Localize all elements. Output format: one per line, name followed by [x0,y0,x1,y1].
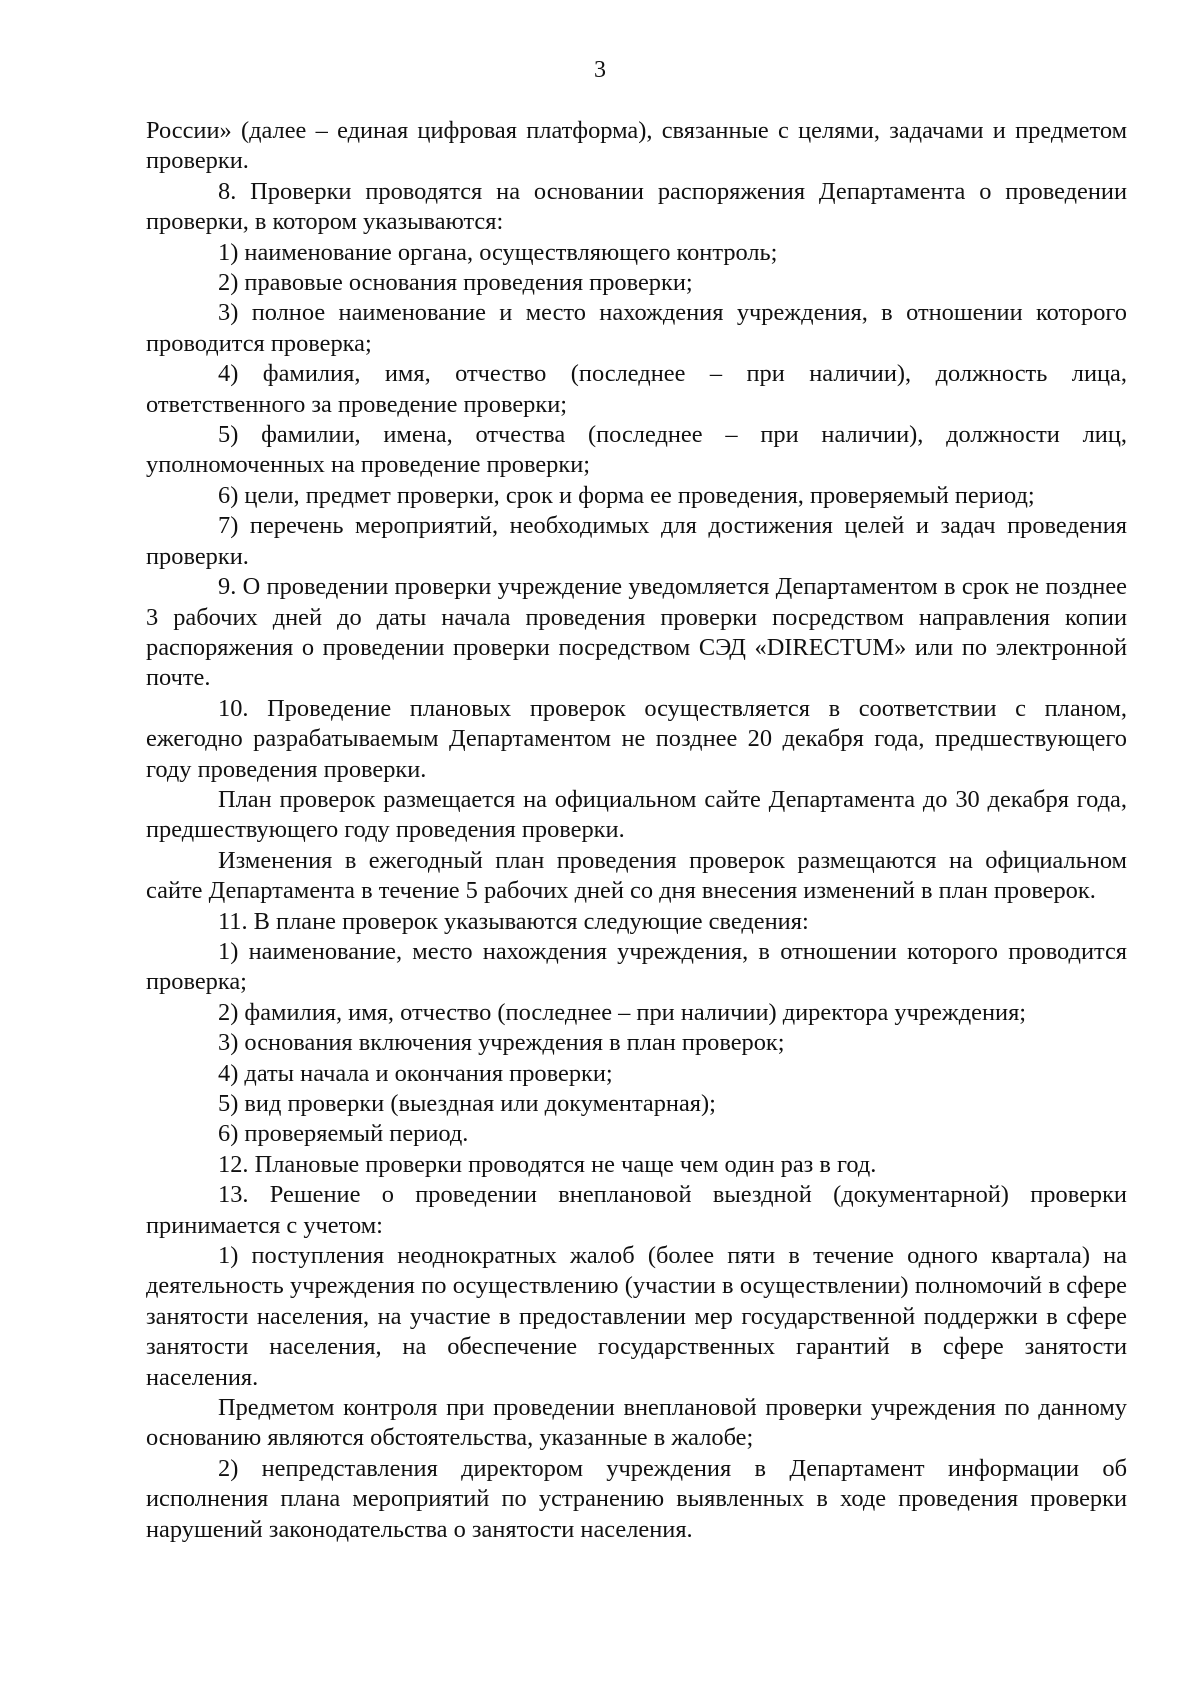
paragraph-subitem: 1) поступления неоднократных жалоб (более пяти в течение одного квартала) на деятельность учреждения по осуществлению (участии в осуществлении) полномочий в сфере занятости населения, на участие в предоставлении мер государственной поддержки в сфере занятости населения, на обеспечение государственных гарантий в сфере занятости населения. [146,1242,1127,1391]
page-number: 3 [594,57,606,83]
paragraph-subitem: 3) основания включения учреждения в план проверок; [218,1029,785,1057]
paragraph-subitem: 4) даты начала и окончания проверки; [218,1059,613,1087]
paragraph-item-11: 11. В плане проверок указываются следующие сведения: [218,907,809,935]
paragraph-subitem: 6) цели, предмет проверки, срок и форма ее проведения, проверяемый период; [218,481,1035,509]
paragraph-subitem: 4) фамилия, имя, отчество (последнее – при наличии), должность лица, ответственного за проведение проверки; [146,360,1127,418]
paragraph: План проверок размещается на официальном сайте Департамента до 30 декабря года, предшествующего году проведения проверки. [146,785,1127,844]
paragraph-subitem: 2) правовые основания проведения проверки; [218,269,693,297]
paragraph: Предметом контроля при проведении внеплановой проверки учреждения по данному основанию являются обстоятельства, указанные в жалобе; [146,1394,1127,1452]
paragraph-subitem: 1) наименование, место нахождения учреждения, в отношении которого проводится проверка; [146,937,1127,996]
paragraph-subitem: 1) наименование органа, осуществляющего контроль; [218,238,778,266]
paragraph-subitem: 3) полное наименование и место нахождения учреждения, в отношении которого проводится проверка; [146,299,1127,357]
paragraph-item-9: 9. О проведении проверки учреждение уведомляется Департаментом в срок не позднее 3 рабочих дней до даты начала проведения проверки посредством направления копии распоряжения о проведении проверки посредством СЭД «DIRECTUM» или по электронной почте. [146,573,1127,692]
paragraph-item-8: 8. Проверки проводятся на основании распоряжения Департамента о проведении проверки, в котором указываются: [146,177,1127,236]
paragraph: Изменения в ежегодный план проведения проверок размещаются на официальном сайте Департамента в течение 5 рабочих дней со дня внесения изменений в план проверок. [146,846,1127,905]
paragraph-item-13: 13. Решение о проведении внеплановой выездной (документарной) проверки принимается с учетом: [146,1181,1127,1239]
paragraph-subitem: 5) фамилии, имена, отчества (последнее – при наличии), должности лиц, уполномоченных на проведение проверки; [146,421,1127,479]
document-body [146,116,1127,1545]
paragraph-subitem: 2) фамилия, имя, отчество (последнее – при наличии) директора учреждения; [218,998,1027,1026]
paragraph-subitem: 2) непредставления директором учреждения в Департамент информации об исполнения плана мероприятий по устранению выявленных в ходе проведения проверки нарушений законодательства о занятости населения. [146,1454,1127,1543]
paragraph-subitem: 6) проверяемый период. [218,1120,469,1148]
paragraph-item-12: 12. Плановые проверки проводятся не чаще чем один раз в год. [218,1150,877,1178]
paragraph-subitem: 7) перечень мероприятий, необходимых для достижения целей и задач проведения проверки. [146,512,1127,570]
paragraph-subitem: 5) вид проверки (выездная или документарная); [218,1090,716,1117]
paragraph-continuation: России» (далее – единая цифровая платформа), связанные с целями, задачами и предметом проверки. [146,117,1127,175]
paragraph-item-10: 10. Проведение плановых проверок осуществляется в соответствии с планом, ежегодно разрабатываемым Департаментом не позднее 20 декабря года, предшествующего году проведения проверки. [146,694,1127,783]
